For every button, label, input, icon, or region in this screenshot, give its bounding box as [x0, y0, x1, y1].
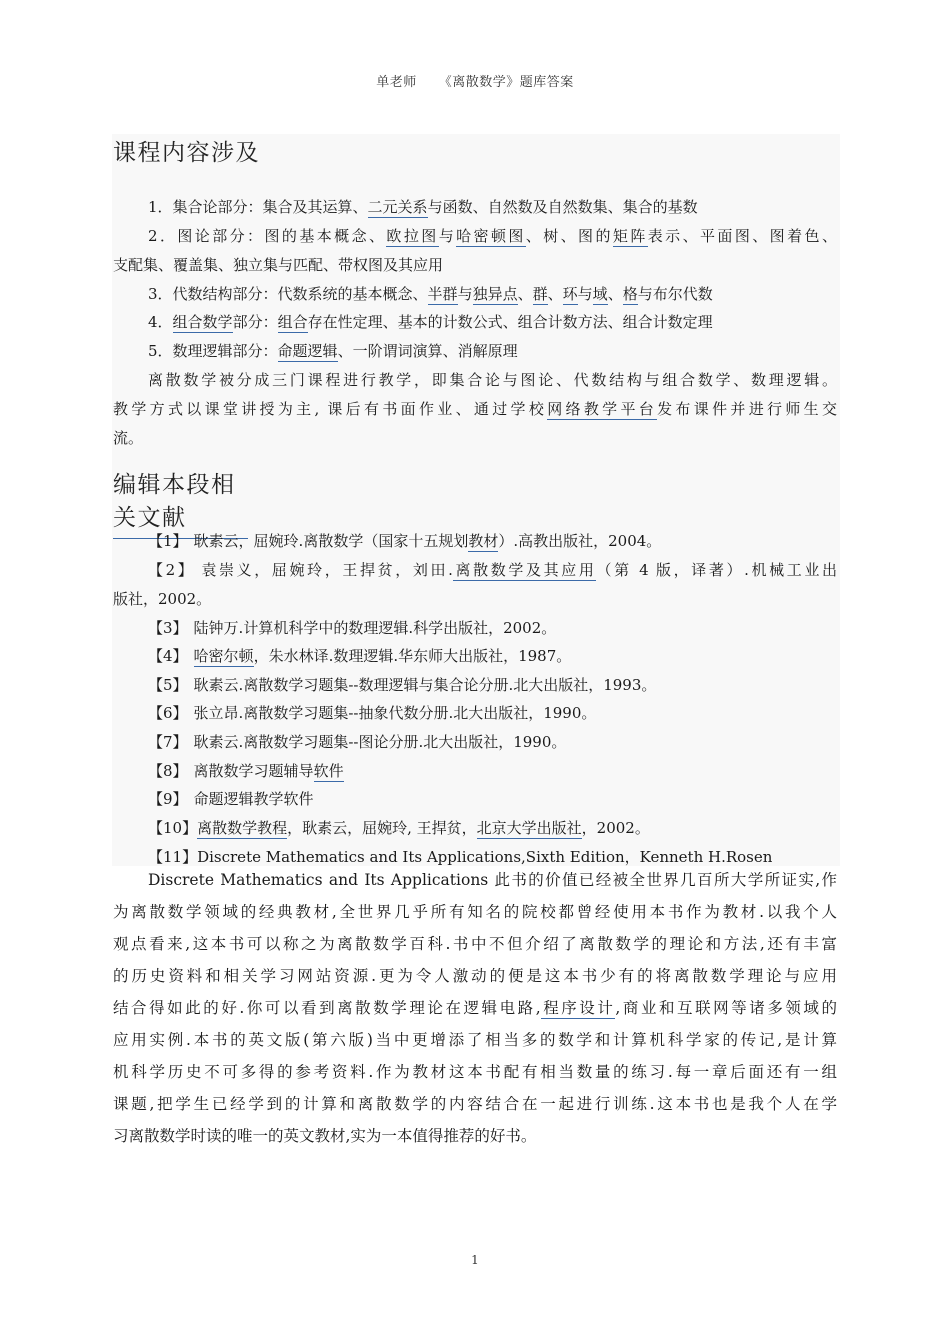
- list-item: 1．集合论部分：集合及其运算、二元关系与函数、自然数及自然数集、集合的基数: [148, 198, 698, 216]
- page-header: [0, 71, 950, 90]
- link-monoid[interactable]: 独异点: [472, 285, 518, 303]
- paragraph-line: 课题,把学生已经学到的计算和离散数学的内容结合在一起进行训练.这本书也是我个人在学: [113, 1095, 837, 1113]
- reference-item: 【7】 耿素云.离散数学习题集--图论分册.北大出版社，1990。: [148, 733, 567, 751]
- link-ring[interactable]: 环: [562, 285, 578, 303]
- paragraph-line: 结合得如此的好.你可以看到离散数学理论在逻辑电路,程序设计,商业和互联网等诸多领域的: [113, 999, 837, 1017]
- paragraph-line: 习离散数学时读的唯一的英文教材,实为一本值得推荐的好书。: [113, 1127, 537, 1145]
- paragraph-line: 为离散数学领域的经典教材,全世界几乎所有知名的院校都曾经使用本书作为教材.以我个人: [113, 903, 837, 921]
- paragraph-line: 流。: [113, 429, 144, 447]
- link-programming[interactable]: 程序设计: [540, 999, 616, 1017]
- link-network-teaching-platform[interactable]: 网络教学平台: [547, 400, 658, 418]
- paragraph-line: 观点看来,这本书可以称之为离散数学百科.书中不但介绍了离散数学的理论和方法,还有丰富: [113, 935, 837, 953]
- reference-item: 【10】离散数学教程，耿素云，屈婉玲, 王捍贫，北京大学出版社，2002。: [148, 819, 650, 837]
- link-peking-university-press[interactable]: 北京大学出版社: [476, 819, 582, 837]
- list-item-continuation: 支配集、覆盖集、独立集与匹配、带权图及其应用: [113, 256, 444, 274]
- link-propositional-logic[interactable]: 命题逻辑: [277, 342, 338, 360]
- link-combinatorics[interactable]: 组合数学: [172, 313, 233, 331]
- list-item: 5．数理逻辑部分：命题逻辑、一阶谓词演算、消解原理: [148, 342, 518, 360]
- reference-item: 【4】 哈密尔顿，朱水林译.数理逻辑.华东师大出版社，1987。: [148, 647, 572, 665]
- link-discrete-math-course[interactable]: 离散数学教程: [197, 819, 288, 837]
- header-title: 《离散数学》题库答案: [438, 75, 574, 90]
- paragraph-line: 机科学历史不可多得的参考资料.作为教材这本书配有相当数量的练习.每一章后面还有一组: [113, 1063, 837, 1081]
- paragraph-line: 的历史资料和相关学习网站资源.更为令人激动的便是这本书少有的将离散数学理论与应用: [113, 967, 837, 985]
- list-item: 4．组合数学部分：组合存在性定理、基本的计数公式、组合计数方法、组合计数定理: [148, 313, 713, 331]
- page-number: 1: [471, 1253, 479, 1267]
- list-item: 3．代数结构部分：代数系统的基本概念、半群与独异点、群、环与域、格与布尔代数: [148, 285, 713, 303]
- link-matrix[interactable]: 矩阵: [612, 227, 648, 245]
- header-author: 单老师: [376, 75, 417, 90]
- link-binary-relation[interactable]: 二元关系: [367, 198, 428, 216]
- paragraph-line: Discrete Mathematics and Its Applications 此书的价值已经被全世界几百所大学所证实,作: [148, 871, 837, 889]
- link-group[interactable]: 群: [532, 285, 548, 303]
- paragraph-line: 教学方式以课堂讲授为主, 课后有书面作业、通过学校网络教学平台发布课件并进行师生交: [113, 400, 837, 418]
- reference-item: 【11】Discrete Mathematics and Its Applications,Sixth Edition，Kenneth H.Rosen: [148, 848, 773, 866]
- link-hamilton[interactable]: 哈密尔顿: [193, 647, 254, 665]
- link-combination[interactable]: 组合: [277, 313, 308, 331]
- link-software[interactable]: 软件: [313, 762, 344, 780]
- link-field[interactable]: 域: [592, 285, 608, 303]
- section-heading-course: 课程内容涉及: [113, 140, 260, 166]
- link-textbook[interactable]: 教材: [468, 532, 499, 550]
- link-lattice[interactable]: 格: [622, 285, 638, 303]
- link-hamilton-graph[interactable]: 哈密顿图: [456, 227, 526, 245]
- list-item: 2．图论部分：图的基本概念、欧拉图与哈密顿图、树、图的矩阵表示、平面图、图着色、: [148, 227, 837, 245]
- reference-item: 【9】 命题逻辑教学软件: [148, 790, 314, 808]
- reference-item-continuation: 版社，2002。: [113, 590, 212, 608]
- section-heading-references: 编辑本段相关文献: [113, 466, 248, 539]
- link-discrete-math-applications[interactable]: 离散数学及其应用: [452, 561, 597, 579]
- paragraph-line: 离散数学被分成三门课程进行教学，即集合论与图论、代数结构与组合数学、数理逻辑。: [148, 371, 837, 389]
- reference-item: 【1】 耿素云，屈婉玲.离散数学（国家十五规划教材）.高教出版社，2004。: [148, 532, 662, 550]
- reference-item: 【3】 陆钟万.计算机科学中的数理逻辑.科学出版社，2002。: [148, 619, 557, 637]
- reference-item: 【6】 张立昂.离散数学习题集--抽象代数分册.北大出版社，1990。: [148, 704, 597, 722]
- link-semigroup[interactable]: 半群: [427, 285, 458, 303]
- reference-item: 【8】 离散数学习题辅导软件: [148, 762, 344, 780]
- paragraph-line: 应用实例.本书的英文版(第六版)当中更增添了相当多的数学和计算机科学家的传记,是计算: [113, 1031, 837, 1049]
- link-euler-graph[interactable]: 欧拉图: [386, 227, 439, 245]
- reference-item: 【2】 袁崇义，屈婉玲，王捍贫，刘田.离散数学及其应用（第 4 版，译著）.机械工业出: [148, 561, 837, 579]
- reference-item: 【5】 耿素云.离散数学习题集--数理逻辑与集合论分册.北大出版社，1993。: [148, 676, 657, 694]
